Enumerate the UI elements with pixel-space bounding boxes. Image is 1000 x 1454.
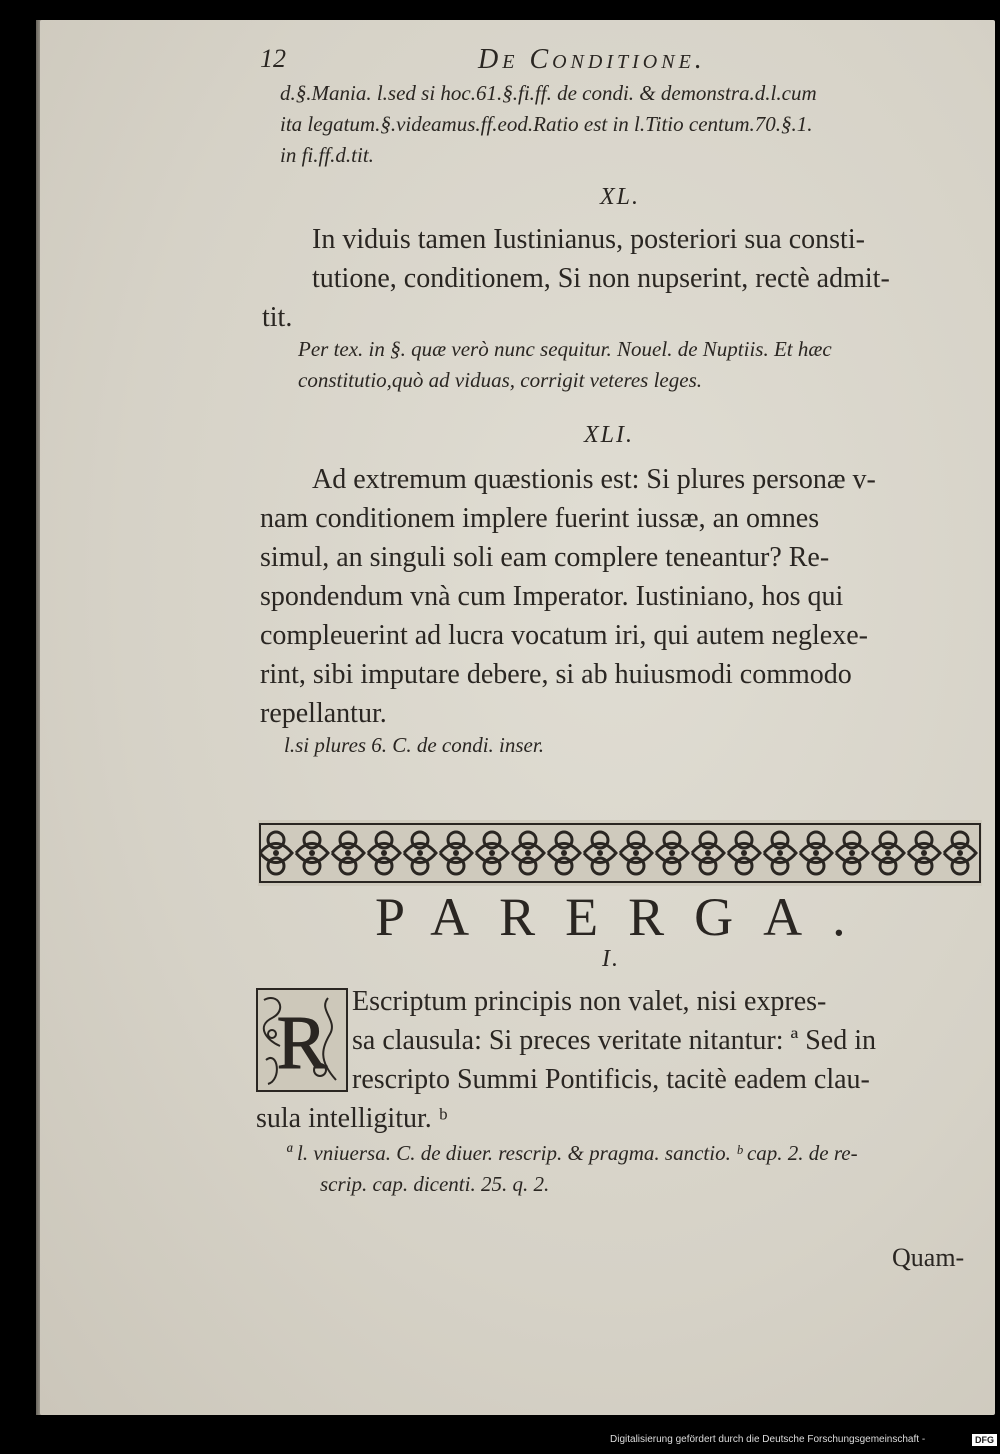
note-line: Per tex. in §. quæ verò nunc sequitur. Nouel. de Nuptiis. Et hæc bbox=[298, 337, 832, 361]
running-title: De Conditione. bbox=[478, 44, 706, 75]
citation-note-xli bbox=[284, 730, 544, 761]
text-line: tutione, conditionem, Si non nupserint, rectè admit- bbox=[312, 263, 890, 294]
note-line: ita legatum.§.videamus.ff.eod.Ratio est in l.Titio centum.70.§.1. bbox=[280, 112, 813, 136]
book-page bbox=[40, 20, 995, 1415]
text-line: rescripto Summi Pontificis, tacitè eadem clau- bbox=[352, 1064, 870, 1095]
section-numeral-xli: XLI. bbox=[584, 422, 634, 448]
text-line: simul, an singuli soli eam complere teneantur? Re- bbox=[260, 542, 830, 573]
text-line: In viduis tamen Iustinianus, posteriori sua consti- bbox=[312, 224, 865, 255]
running-head bbox=[40, 38, 995, 78]
text-line: tit. bbox=[262, 302, 293, 333]
text-line: Ad extremum quæstionis est: Si plures personæ v- bbox=[312, 464, 876, 495]
catchword: Quam- bbox=[892, 1243, 965, 1272]
text-line: rint, sibi imputare debere, si ab huiusmodi commodo bbox=[260, 659, 852, 690]
parerga-numeral: I. bbox=[602, 946, 620, 972]
text-line: repellantur. bbox=[260, 698, 387, 729]
digitization-credit: Digitalisierung gefördert durch die Deutsche Forschungsgemeinschaft - bbox=[610, 1434, 926, 1445]
dfg-logo: DFG bbox=[972, 1434, 997, 1446]
note-line: constitutio,quò ad viduas, corrigit veteres leges. bbox=[298, 368, 702, 392]
text-line: compleuerint ad lucra vocatum iri, qui autem neglexe- bbox=[260, 620, 868, 651]
parerga-heading: PARERGA. bbox=[375, 887, 876, 947]
text-line: Escriptum principis non valet, nisi expres- bbox=[352, 986, 827, 1017]
citation-note-top bbox=[280, 78, 817, 171]
page-number: 12 bbox=[260, 44, 286, 73]
note-line: d.§.Mania. l.sed si hoc.61.§.fi.ff. de condi. & demonstra.d.l.cum bbox=[280, 81, 817, 105]
text-line: nam conditionem implere fuerint iussæ, an omnes bbox=[260, 503, 820, 534]
decorative-border-ornament bbox=[258, 820, 982, 886]
note-line: scrip. cap. dicenti. 25. q. 2. bbox=[320, 1172, 550, 1196]
note-line: l.si plures 6. C. de condi. inser. bbox=[284, 733, 544, 757]
text-line: spondendum vnà cum Imperator. Iustiniano, hos qui bbox=[260, 581, 844, 612]
note-line: in fi.ff.d.tit. bbox=[280, 143, 374, 167]
svg-text:R: R bbox=[276, 1001, 328, 1085]
note-line: ª l. vniuersa. C. de diuer. rescrip. & pragma. sanctio. ᵇ cap. 2. de re- bbox=[286, 1141, 858, 1165]
citation-note-xl bbox=[298, 334, 832, 396]
text-line: sa clausula: Si preces veritate nitantur: ª Sed in bbox=[352, 1025, 877, 1056]
section-numeral-xl: XL. bbox=[600, 184, 641, 210]
text-line: sula intelligitur. ᵇ bbox=[256, 1103, 448, 1134]
section-xli-text bbox=[260, 460, 876, 733]
parerga-text bbox=[256, 982, 876, 1138]
section-xl-text bbox=[262, 220, 890, 337]
citation-note-parerga bbox=[286, 1138, 858, 1200]
